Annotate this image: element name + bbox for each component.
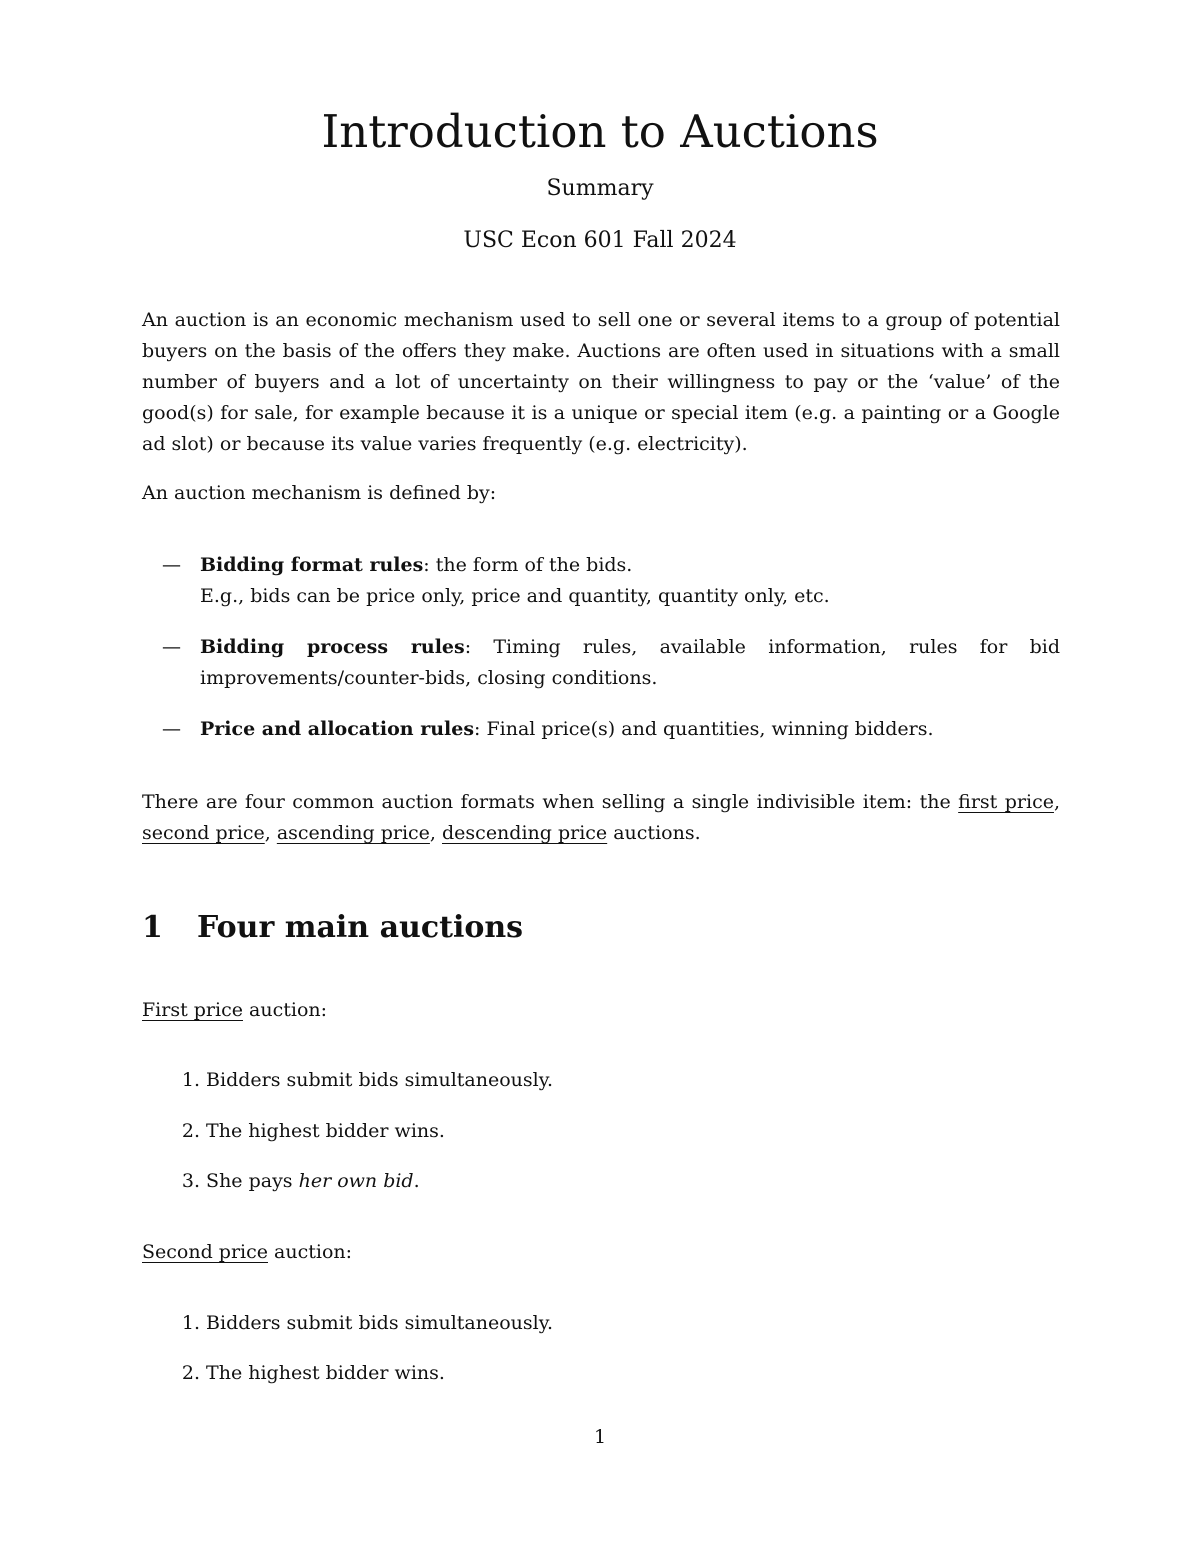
document-subtitle: Summary	[546, 176, 654, 201]
list-item	[142, 1116, 445, 1147]
rule-body	[200, 714, 1060, 745]
first-price-heading	[142, 995, 327, 1026]
rule-text: : the form of the bids.	[423, 554, 633, 576]
step-text: Bidders submit bids simultaneously.	[206, 1312, 553, 1334]
rule-term: Bidding format rules	[200, 554, 424, 576]
formats-separator: ,	[1053, 791, 1061, 813]
format-descending-price: descending price	[442, 822, 608, 844]
intro-paragraph: An auction is an economic mechanism used to sell one or several items to a group of potential buyers on the basis of the offers they make. Auctions are often used in situations with a small number of buyers and a lot of uncertainty on their willingness to pay or the ‘value’ of the good(s) for sale, for example because it is a unique or special item (e.g. a painting or a Google ad slot) or because its value varies frequently (e.g. electricity).	[142, 309, 1060, 455]
list-item	[142, 1308, 553, 1339]
list-item	[142, 1358, 445, 1389]
rule-term: Price and allocation rules	[200, 718, 475, 740]
format-second-price: second price	[142, 822, 265, 844]
section-heading	[142, 908, 523, 948]
list-item	[142, 1065, 553, 1096]
list-item	[142, 1166, 420, 1197]
defined-by-paragraph: An auction mechanism is defined by:	[142, 482, 497, 504]
step-emphasis: her own bid	[298, 1170, 414, 1192]
rule-example: E.g., bids can be price only, price and quantity, quantity only, etc.	[200, 585, 830, 607]
dash-bullet: —	[162, 554, 181, 576]
formats-paragraph	[142, 787, 1060, 849]
dash-bullet: —	[162, 718, 181, 740]
formats-separator: ,	[264, 822, 277, 844]
formats-separator: ,	[429, 822, 443, 844]
rule-body	[200, 632, 1060, 694]
rule-body	[200, 550, 1060, 612]
dash-bullet: —	[162, 636, 181, 658]
step-number: 2.	[181, 1362, 200, 1384]
rule-text: : Timing rules, available information, rules for bid improvements/counter-bids, closing conditions.	[200, 636, 1060, 689]
step-number: 3.	[181, 1170, 200, 1192]
rule-term: Bidding process rules	[200, 636, 465, 658]
second-price-label: Second price	[142, 1241, 268, 1263]
step-number: 2.	[181, 1120, 200, 1142]
step-text	[206, 1170, 420, 1192]
step-text: The highest bidder wins.	[206, 1362, 445, 1384]
course-line: USC Econ 601 Fall 2024	[463, 228, 737, 253]
step-prefix: She pays	[206, 1170, 299, 1192]
heading-suffix: auction:	[268, 1241, 353, 1263]
document-title: Introduction to Auctions	[321, 105, 879, 158]
step-number: 1.	[181, 1069, 200, 1091]
step-number: 1.	[181, 1312, 200, 1334]
second-price-heading	[142, 1237, 352, 1268]
formats-suffix: auctions.	[607, 822, 701, 844]
step-text: The highest bidder wins.	[206, 1120, 445, 1142]
format-first-price: first price	[958, 791, 1054, 813]
section-title: Four main auctions	[197, 910, 524, 945]
format-ascending-price: ascending price	[276, 822, 430, 844]
heading-suffix: auction:	[242, 999, 328, 1021]
step-suffix: .	[413, 1170, 420, 1192]
step-text: Bidders submit bids simultaneously.	[206, 1069, 553, 1091]
page-number: 1	[593, 1426, 607, 1448]
first-price-label: First price	[142, 999, 243, 1021]
rule-text: : Final price(s) and quantities, winning bidders.	[474, 718, 934, 740]
formats-prefix: There are four common auction formats when selling a single indivisible item: the	[142, 791, 959, 813]
section-number: 1	[142, 910, 163, 945]
